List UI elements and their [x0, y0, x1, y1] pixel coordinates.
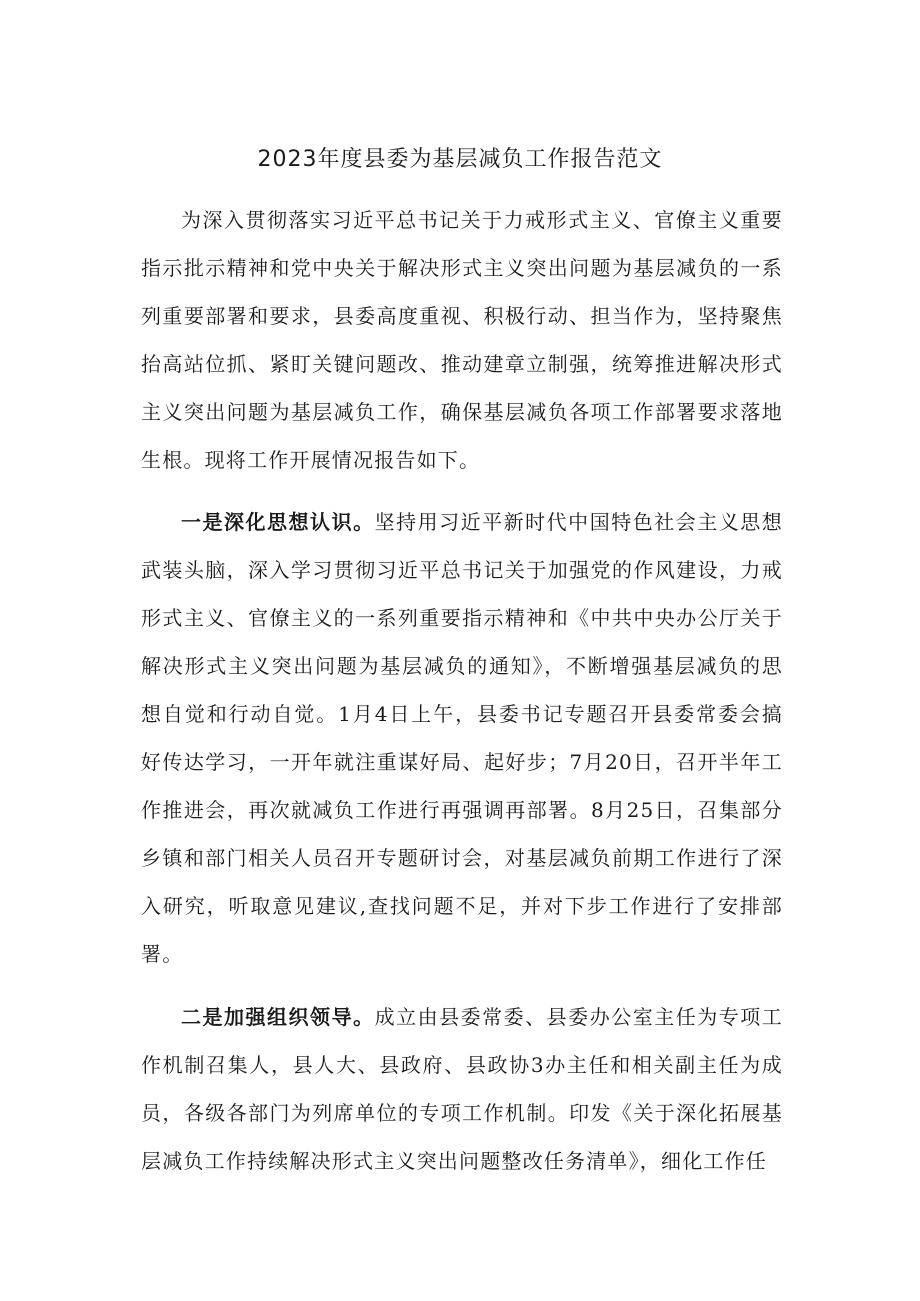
- paragraph-section-one: [141, 498, 783, 978]
- paragraph-section-two: [141, 993, 783, 1185]
- paragraph-body: 坚持用习近平新时代中国特色社会主义思想武装头脑，深入学习贯彻习近平总书记关于加强党的作风建设，力戒形式主义、官僚主义的一系列重要指示精神和《中共中央办公厅关于解决形式主义突出问题为基层减负的通知》，不断增强基层减负的思想自觉和行动自觉。1月4日上午，县委书记专题召开县委常委会搞好传达学习，一开年就注重谋好局、起好步；7月20日，召开半年工作推进会，再次就减负工作进行再强调再部署。8月25日，召集部分乡镇和部门相关人员召开专题研讨会，对基层减负前期工作进行了深入研究，听取意见建议,查找问题不足，并对下步工作进行了安排部署。: [141, 510, 783, 966]
- document-title: 2023年度县委为基层减负工作报告范文: [257, 147, 663, 172]
- paragraph-lead: 一是深化思想认识。: [181, 510, 375, 534]
- paragraph-body: 成立由县委常委、县委办公室主任为专项工作机制召集人，县人大、县政府、县政协3办主任和相关副主任为成员，各级各部门为列席单位的专项工作机制。印发《关于深化拓展基层减负工作持续解决形式主义突出问题整改任务清单》，细化工作任: [141, 1005, 783, 1173]
- paragraph-lead: 二是加强组织领导。: [181, 1005, 375, 1029]
- paragraph-body: 为深入贯彻落实习近平总书记关于力戒形式主义、官僚主义重要指示批示精神和党中央关于解决形式主义突出问题为基层减负的一系列重要部署和要求，县委高度重视、积极行动、担当作为，坚持聚焦抬高站位抓、紧盯关键问题改、推动建章立制强，统筹推进解决形式主义突出问题为基层减负工作，确保基层减负各项工作部署要求落地生根。现将工作开展情况报告如下。: [141, 208, 783, 472]
- paragraph-intro: [141, 196, 783, 484]
